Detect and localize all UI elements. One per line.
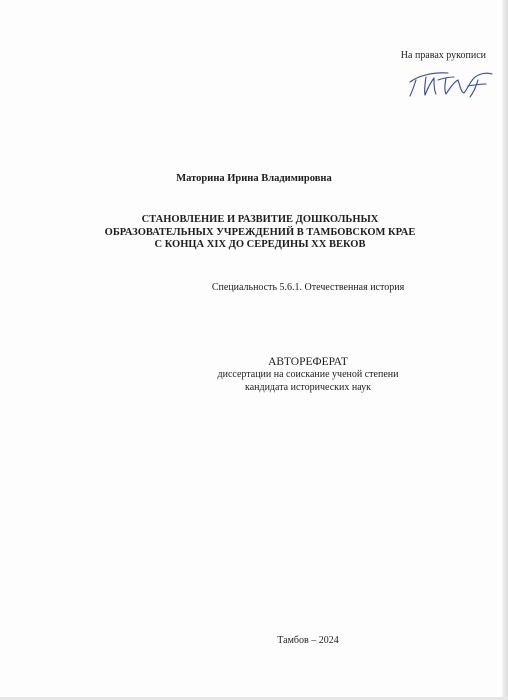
title-line: С КОНЦА XIX ДО СЕРЕДИНЫ XX ВЕКОВ [154, 239, 366, 250]
abstract-line: диссертации на соискание ученой степени [217, 369, 399, 380]
author-name: Маторина Ирина Владимировна [176, 173, 332, 184]
handwritten-signature [404, 66, 496, 100]
title-line: ОБРАЗОВАТЕЛЬНЫХ УЧРЕЖДЕНИЙ В ТАМБОВСКОМ КРАЕ [104, 226, 416, 238]
city-year: Тамбов – 2024 [277, 635, 339, 646]
manuscript-rights-note: На правах рукописи [400, 50, 486, 61]
abstract-block [0, 355, 508, 394]
abstract-heading: АВТОРЕФЕРАТ [268, 356, 348, 368]
abstract-line: кандидата исторических наук [244, 381, 372, 393]
title-line: СТАНОВЛЕНИЕ И РАЗВИТИЕ ДОШКОЛЬНЫХ [141, 214, 379, 225]
scan-edge [502, 0, 508, 700]
specialty-line: Специальность 5.6.1. Отечественная история [211, 282, 405, 293]
dissertation-title [100, 214, 420, 252]
